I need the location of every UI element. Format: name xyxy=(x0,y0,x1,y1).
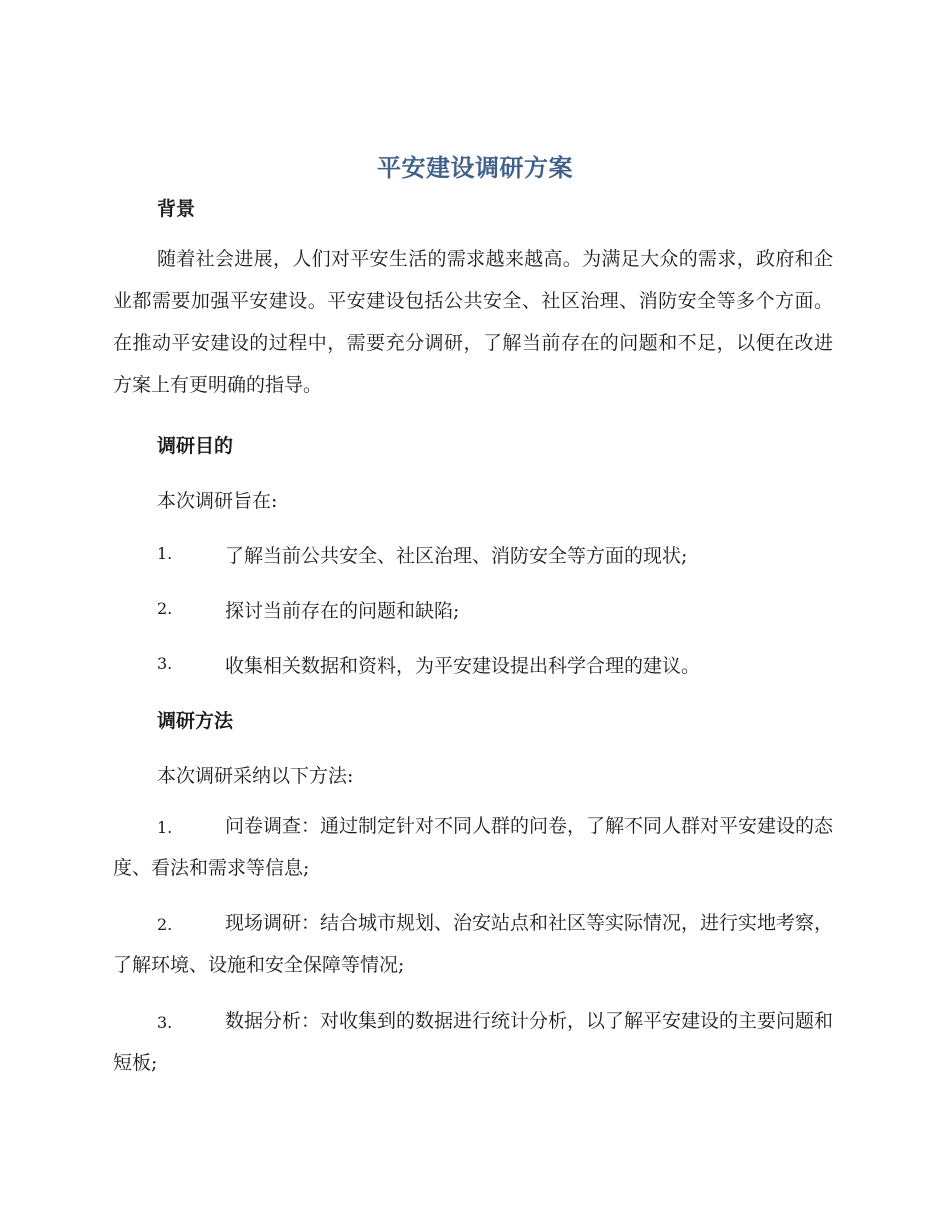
method-intro: 本次调研采纳以下方法: xyxy=(157,765,354,787)
purpose-item-number: 1. xyxy=(157,544,173,563)
method-item-text: 问卷调查：通过制定针对不同人群的问卷，了解不同人群对平安建设的态度、看法和需求等信息; xyxy=(113,815,834,879)
purpose-item-text: 探讨当前存在的问题和缺陷; xyxy=(225,600,460,622)
purpose-item-text: 收集相关数据和资料，为平安建设提出科学合理的建议。 xyxy=(225,655,701,677)
section-heading-background: 背景 xyxy=(157,198,196,220)
section-heading-method: 调研方法 xyxy=(157,710,234,732)
section-heading-purpose: 调研目的 xyxy=(157,435,234,457)
method-item-text: 数据分析：对收集到的数据进行统计分析，以了解平安建设的主要问题和短板; xyxy=(113,1010,834,1074)
purpose-item-number: 3. xyxy=(157,654,173,673)
method-item-number: 1. xyxy=(157,818,173,837)
purpose-intro: 本次调研旨在: xyxy=(157,490,278,512)
method-item-number: 2. xyxy=(157,915,173,934)
purpose-item-number: 2. xyxy=(157,599,173,618)
document-title: 平安建设调研方案 xyxy=(377,154,573,182)
background-paragraph: 随着社会进展，人们对平安生活的需求越来越高。为满足大众的需求，政府和企业都需要加强平安建设。平安建设包括公共安全、社区治理、消防安全等多个方面。在推动平安建设的过程中，需要充分调研，了解当前存在的问题和不足，以便在改进方案上有更明确的指导。 xyxy=(113,248,833,396)
method-item-text: 现场调研：结合城市规划、治安站点和社区等实际情况，进行实地考察，了解环境、设施和安全保障等情况; xyxy=(113,912,834,976)
method-item-number: 3. xyxy=(157,1013,173,1032)
purpose-item-text: 了解当前公共安全、社区治理、消防安全等方面的现状; xyxy=(225,545,688,567)
